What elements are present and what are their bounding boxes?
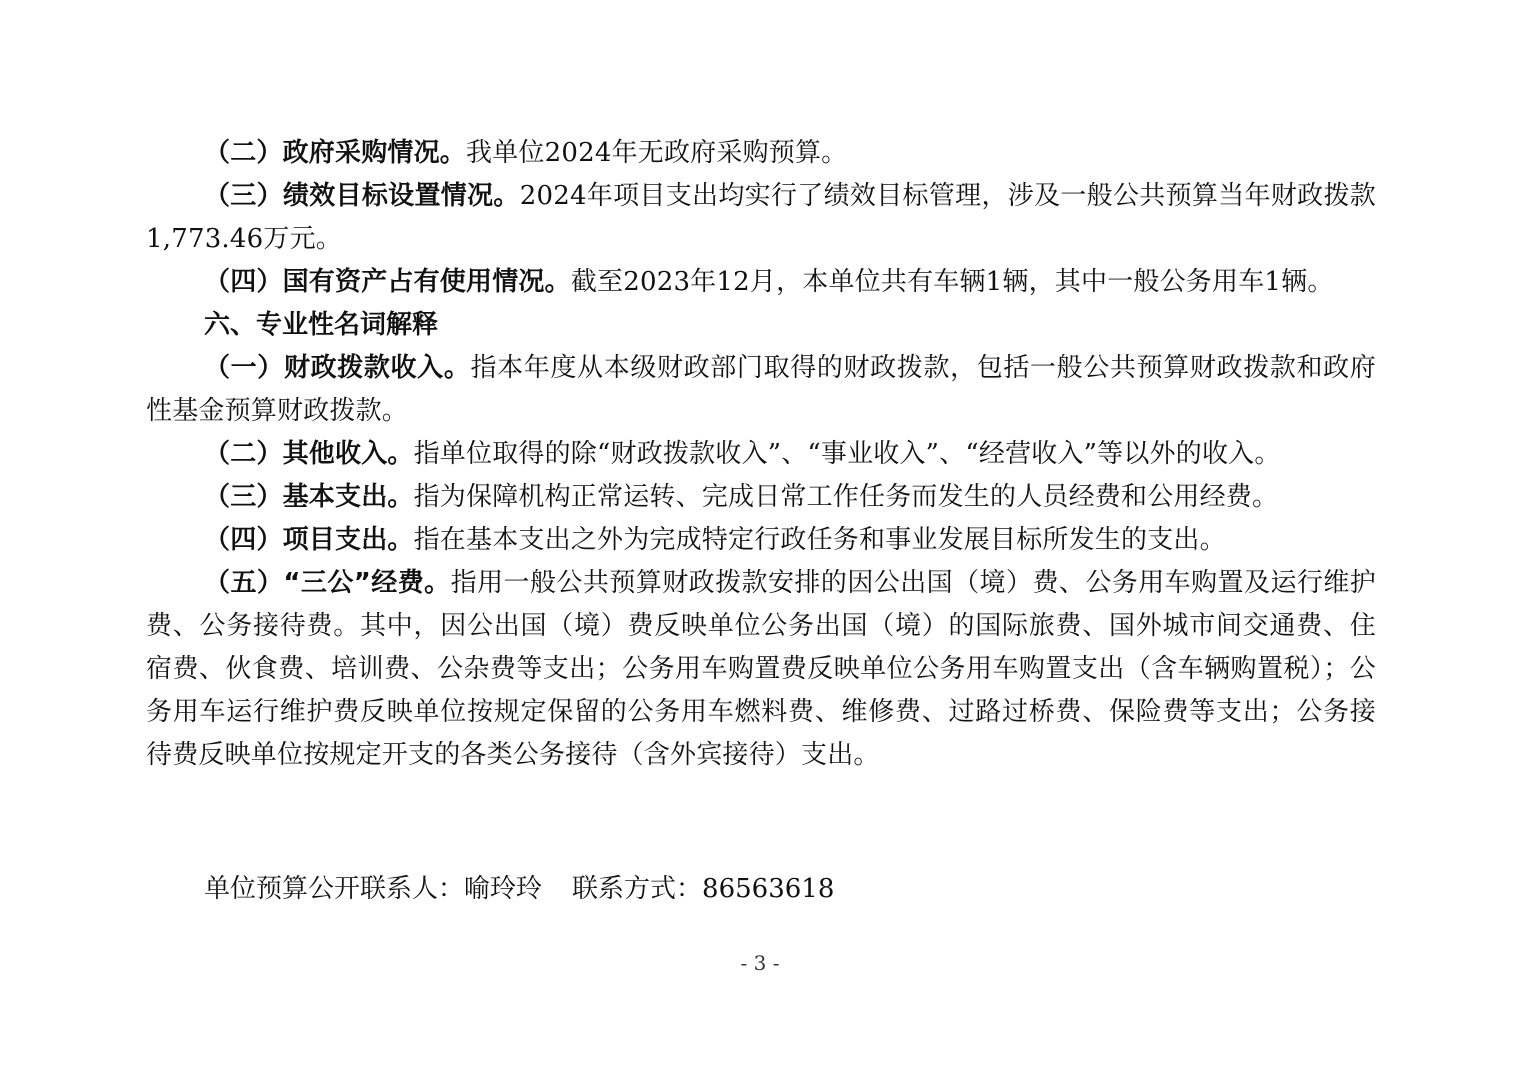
definition-project-expenditure [146,519,1376,562]
definition-term: （五）“三公”经费。 [204,568,451,598]
contact-person-name: 喻玲玲 [464,874,543,904]
contact-phone: 86563618 [702,874,835,904]
definition-three-public-expenses [146,562,1376,777]
paragraph-text: 2024年项目支出均实行了绩效目标管理，涉及一般公共预算当年财政拨款1,773.46万元。 [146,181,1376,254]
page-number: - 3 - [740,951,780,975]
definition-text: 指本年度从本级财政部门取得的财政拨款，包括一般公共预算财政拨款和政府性基金预算财政拨款。 [146,353,1376,426]
contact-phone-label: 联系方式： [572,874,703,904]
definition-term: （二）其他收入。 [204,439,414,469]
paragraph-lead: （三）绩效目标设置情况。 [204,181,520,211]
definition-text: 指在基本支出之外为完成特定行政任务和事业发展目标所发生的支出。 [413,525,1226,555]
definition-fiscal-appropriation-income [146,347,1376,433]
definition-term: （一）财政拨款收入。 [204,353,471,383]
definition-basic-expenditure [146,476,1376,519]
contact-person-label: 单位预算公开联系人： [204,874,465,904]
paragraph-state-assets [146,261,1376,304]
definition-other-income [146,433,1376,476]
definition-term: （四）项目支出。 [204,525,414,555]
document-body [146,132,1376,777]
paragraph-government-procurement [146,132,1376,175]
paragraph-performance-targets [146,175,1376,261]
definition-term: （三）基本支出。 [204,482,414,512]
paragraph-text: 我单位2024年无政府采购预算。 [466,138,848,168]
paragraph-text: 截至2023年12月，本单位共有车辆1辆，其中一般公务用车1辆。 [570,267,1334,297]
definition-text: 指单位取得的除“财政拨款收入”、“事业收入”、“经营收入”等以外的收入。 [413,439,1281,469]
section-heading: 六、专业性名词解释 [204,310,439,340]
paragraph-lead: （四）国有资产占有使用情况。 [204,267,571,297]
paragraph-lead: （二）政府采购情况。 [204,138,467,168]
contact-line [204,868,834,911]
definition-text: 指用一般公共预算财政拨款安排的因公出国（境）费、公务用车购置及运行维护费、公务接待费。其中，因公出国（境）费反映单位公务出国（境）的国际旅费、国外城市间交通费、住宿费、伙食费、培训费、公杂费等支出；公务用车购置费反映单位公务用车购置支出（含车辆购置税）；公务用车运行维护费反映单位按规定保留的公务用车燃料费、维修费、过路过桥费、保险费等支出；公务接待费反映单位按规定开支的各类公务接待（含外宾接待）支出。 [146,568,1376,770]
definition-text: 指为保障机构正常运转、完成日常工作任务而发生的人员经费和公用经费。 [413,482,1279,512]
